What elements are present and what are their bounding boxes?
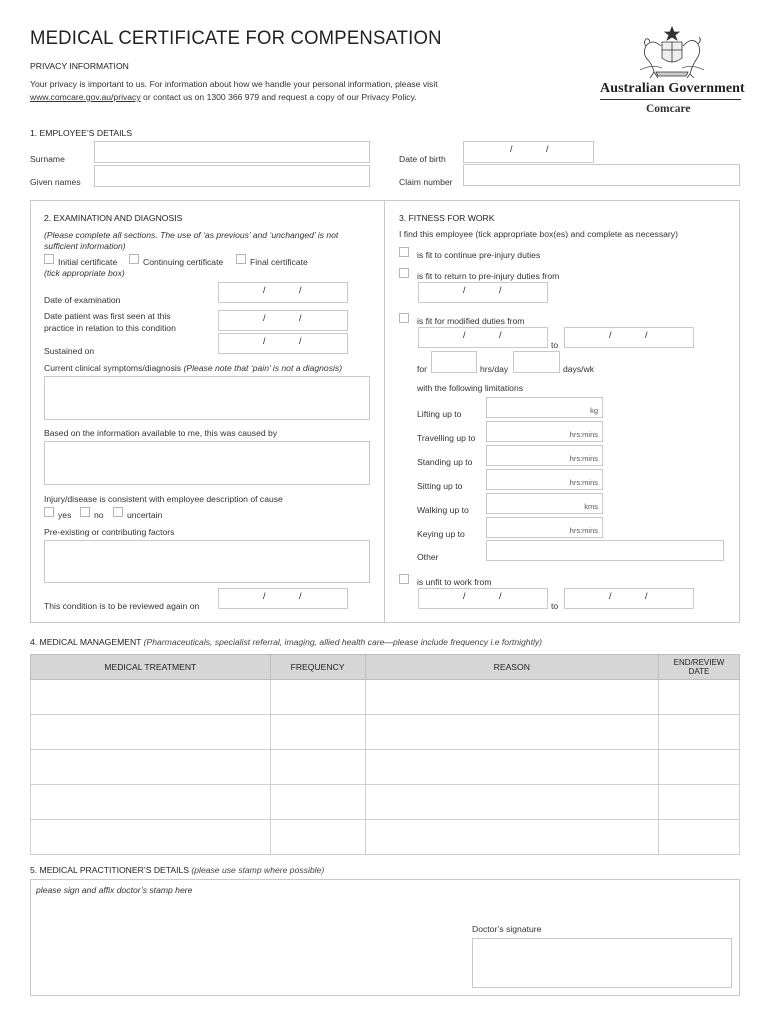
first-seen-date-input[interactable]: [218, 310, 348, 331]
doctor-signature-label: Doctor’s signature: [472, 924, 542, 934]
date-separator: /: [609, 330, 612, 340]
for-label: for: [417, 364, 428, 374]
date-examination-label: Date of examination: [44, 295, 121, 305]
date-examination-input[interactable]: [218, 282, 348, 303]
col-end-line2: DATE: [688, 667, 710, 676]
symptoms-input[interactable]: [44, 376, 370, 420]
reason-cell[interactable]: [365, 680, 658, 715]
privacy-link[interactable]: www.comcare.gov.au/privacy: [30, 92, 141, 102]
date-separator: /: [463, 330, 466, 340]
sustained-on-label: Sustained on: [44, 346, 95, 356]
date-separator: /: [463, 591, 466, 601]
privacy-text-rest: or contact us on 1300 366 979 and request a copy of our Privacy Policy.: [140, 92, 417, 102]
dob-label: Date of birth: [399, 154, 446, 164]
date-separator: /: [263, 285, 266, 295]
date-separator: /: [546, 144, 549, 154]
section2-note-line1: (Please complete all sections. The use of ‘as previous’ and ‘unchanged’ is not: [44, 230, 339, 240]
modified-to-label: to: [551, 340, 559, 350]
date-separator: /: [645, 330, 648, 340]
col-frequency-header: FREQUENCY: [270, 655, 365, 680]
consistent-no-checkbox[interactable]: [80, 507, 90, 517]
symptoms-label-text: Current clinical symptoms/diagnosis: [44, 363, 182, 373]
preexisting-label: Pre-existing or contributing factors: [44, 527, 175, 537]
unfit-label: is unfit to work from: [417, 577, 492, 587]
standing-input[interactable]: [486, 445, 603, 466]
privacy-text-line2: [30, 92, 417, 102]
section5-heading: [30, 865, 324, 875]
panel-divider: [384, 200, 385, 623]
other-input[interactable]: [486, 540, 724, 561]
consistent-yes-checkbox[interactable]: [44, 507, 54, 517]
consistent-yes-label: yes: [58, 510, 72, 520]
surname-input[interactable]: [94, 141, 370, 163]
consistent-uncertain-checkbox[interactable]: [113, 507, 123, 517]
frequency-cell[interactable]: [270, 750, 365, 785]
section4-heading: [30, 637, 542, 647]
caused-by-input[interactable]: [44, 441, 370, 485]
consistent-uncertain-label: uncertain: [127, 510, 163, 520]
unfit-to-date-input[interactable]: [564, 588, 694, 609]
medical-management-table: [30, 654, 740, 855]
section1-heading: 1. EMPLOYEE’S DETAILS: [30, 128, 133, 138]
table-row: [31, 820, 740, 855]
treatment-cell[interactable]: [31, 680, 271, 715]
date-separator: /: [299, 285, 302, 295]
end-date-cell[interactable]: [659, 715, 740, 750]
doctor-signature-input[interactable]: [472, 938, 732, 988]
privacy-heading: PRIVACY INFORMATION: [30, 61, 129, 71]
surname-label: Surname: [30, 154, 65, 164]
symptoms-note: (Please note that ‘pain’ is not a diagnosis): [183, 363, 343, 373]
fit-modified-checkbox[interactable]: [399, 313, 409, 323]
first-seen-label-line2: practice in relation to this condition: [44, 323, 176, 333]
final-certificate-label: Final certificate: [250, 257, 308, 267]
section3-heading: 3. FITNESS FOR WORK: [399, 213, 495, 223]
date-separator: /: [263, 336, 266, 346]
reason-cell[interactable]: [365, 715, 658, 750]
days-wk-label: days/wk: [563, 364, 595, 374]
keying-label: Keying up to: [417, 529, 465, 539]
fit-continue-checkbox[interactable]: [399, 247, 409, 257]
section2-note-line2: sufficient information): [44, 241, 126, 251]
date-separator: /: [263, 591, 266, 601]
unit-hrs-mins: hrs:mins: [569, 430, 598, 439]
frequency-cell[interactable]: [270, 715, 365, 750]
consistent-no-label: no: [94, 510, 104, 520]
reason-cell[interactable]: [365, 820, 658, 855]
col-reason-header: REASON: [365, 655, 658, 680]
preexisting-input[interactable]: [44, 540, 370, 583]
fit-return-checkbox[interactable]: [399, 268, 409, 278]
given-names-input[interactable]: [94, 165, 370, 187]
claim-number-input[interactable]: [463, 164, 740, 186]
final-certificate-checkbox[interactable]: [236, 254, 246, 264]
fit-continue-label: is fit to continue pre-injury duties: [417, 250, 541, 260]
travelling-input[interactable]: [486, 421, 603, 442]
walking-input[interactable]: [486, 493, 603, 514]
unfit-from-date-input[interactable]: [418, 588, 548, 609]
continuing-certificate-label: Continuing certificate: [143, 257, 224, 267]
unit-hrs-mins: hrs:mins: [569, 478, 598, 487]
limitations-label: with the following limitations: [417, 383, 524, 393]
treatment-cell[interactable]: [31, 715, 271, 750]
date-separator: /: [263, 313, 266, 323]
continuing-certificate-checkbox[interactable]: [129, 254, 139, 264]
unit-hrs-mins: hrs:mins: [569, 526, 598, 535]
treatment-cell[interactable]: [31, 750, 271, 785]
sitting-input[interactable]: [486, 469, 603, 490]
frequency-cell[interactable]: [270, 820, 365, 855]
lifting-input[interactable]: [486, 397, 603, 418]
lifting-label: Lifting up to: [417, 409, 462, 419]
fit-modified-label: is fit for modified duties from: [417, 316, 525, 326]
section5-heading-text: 5. MEDICAL PRACTITIONER’S DETAILS: [30, 865, 190, 875]
date-separator: /: [609, 591, 612, 601]
table-row: [31, 750, 740, 785]
review-label: This condition is to be reviewed again on: [44, 601, 200, 611]
walking-label: Walking up to: [417, 505, 469, 515]
sustained-on-input[interactable]: [218, 333, 348, 354]
unit-kms: kms: [584, 502, 598, 511]
reason-cell[interactable]: [365, 785, 658, 820]
date-separator: /: [499, 591, 502, 601]
unfit-to-label: to: [551, 601, 559, 611]
end-date-cell[interactable]: [659, 680, 740, 715]
col-end-review-header: [659, 655, 740, 680]
date-separator: /: [499, 285, 502, 295]
other-label: Other: [417, 552, 439, 562]
end-date-cell[interactable]: [659, 750, 740, 785]
date-separator: /: [299, 313, 302, 323]
logo-divider: [600, 99, 741, 100]
consistent-label: Injury/disease is consistent with employee description of cause: [44, 494, 283, 504]
reason-cell[interactable]: [365, 750, 658, 785]
unfit-checkbox[interactable]: [399, 574, 409, 584]
col-end-line1: END/REVIEW: [673, 658, 725, 667]
hours-per-day-input[interactable]: [431, 351, 477, 373]
symptoms-label: [44, 363, 342, 373]
tick-note: (tick appropriate box): [44, 268, 125, 278]
sitting-label: Sitting up to: [417, 481, 463, 491]
travelling-label: Travelling up to: [417, 433, 476, 443]
days-per-week-input[interactable]: [513, 351, 560, 373]
date-separator: /: [499, 330, 502, 340]
table-row: [31, 680, 740, 715]
section2-heading: 2. EXAMINATION AND DIAGNOSIS: [44, 213, 183, 223]
given-names-label: Given names: [30, 177, 81, 187]
initial-certificate-checkbox[interactable]: [44, 254, 54, 264]
fit-return-date-input[interactable]: [418, 282, 548, 303]
privacy-text-line1: Your privacy is important to us. For information about how we handle your personal information, please visit: [30, 79, 438, 89]
modified-to-date-input[interactable]: [564, 327, 694, 348]
unit-kg: kg: [590, 406, 598, 415]
section3-intro: I find this employee (tick appropriate box(es) and complete as necessary): [399, 229, 678, 239]
col-treatment-header: MEDICAL TREATMENT: [31, 655, 271, 680]
claim-number-label: Claim number: [399, 177, 453, 187]
coat-of-arms-icon: [632, 24, 712, 80]
government-name: Australian Government: [600, 81, 745, 96]
modified-from-date-input[interactable]: [418, 327, 548, 348]
treatment-cell[interactable]: [31, 820, 271, 855]
keying-input[interactable]: [486, 517, 603, 538]
date-separator: /: [510, 144, 513, 154]
frequency-cell[interactable]: [270, 680, 365, 715]
review-date-input[interactable]: [218, 588, 348, 609]
date-separator: /: [299, 591, 302, 601]
agency-name: Comcare: [646, 103, 691, 115]
initial-certificate-label: Initial certificate: [58, 257, 118, 267]
first-seen-label-line1: Date patient was first seen at this: [44, 311, 171, 321]
caused-by-label: Based on the information available to me, this was caused by: [44, 428, 278, 438]
table-row: [31, 785, 740, 820]
section4-heading-text: 4. MEDICAL MANAGEMENT: [30, 637, 142, 647]
sign-stamp-note: please sign and affix doctor’s stamp here: [36, 885, 193, 895]
date-separator: /: [463, 285, 466, 295]
date-separator: /: [299, 336, 302, 346]
fit-return-label: is fit to return to pre-injury duties from: [417, 271, 560, 281]
table-row: [31, 715, 740, 750]
table-header-row: [31, 655, 740, 680]
frequency-cell[interactable]: [270, 785, 365, 820]
treatment-cell[interactable]: [31, 785, 271, 820]
dob-input[interactable]: [463, 141, 594, 163]
section4-note: (Pharmaceuticals, specialist referral, imaging, allied health care—please include frequency i.e fortnightly): [143, 637, 543, 647]
date-separator: /: [645, 591, 648, 601]
page-title: MEDICAL CERTIFICATE FOR COMPENSATION: [30, 27, 442, 49]
end-date-cell[interactable]: [659, 785, 740, 820]
section5-note: (please use stamp where possible): [191, 865, 325, 875]
standing-label: Standing up to: [417, 457, 473, 467]
unit-hrs-mins: hrs:mins: [569, 454, 598, 463]
end-date-cell[interactable]: [659, 820, 740, 855]
hrs-day-label: hrs/day: [480, 364, 509, 374]
